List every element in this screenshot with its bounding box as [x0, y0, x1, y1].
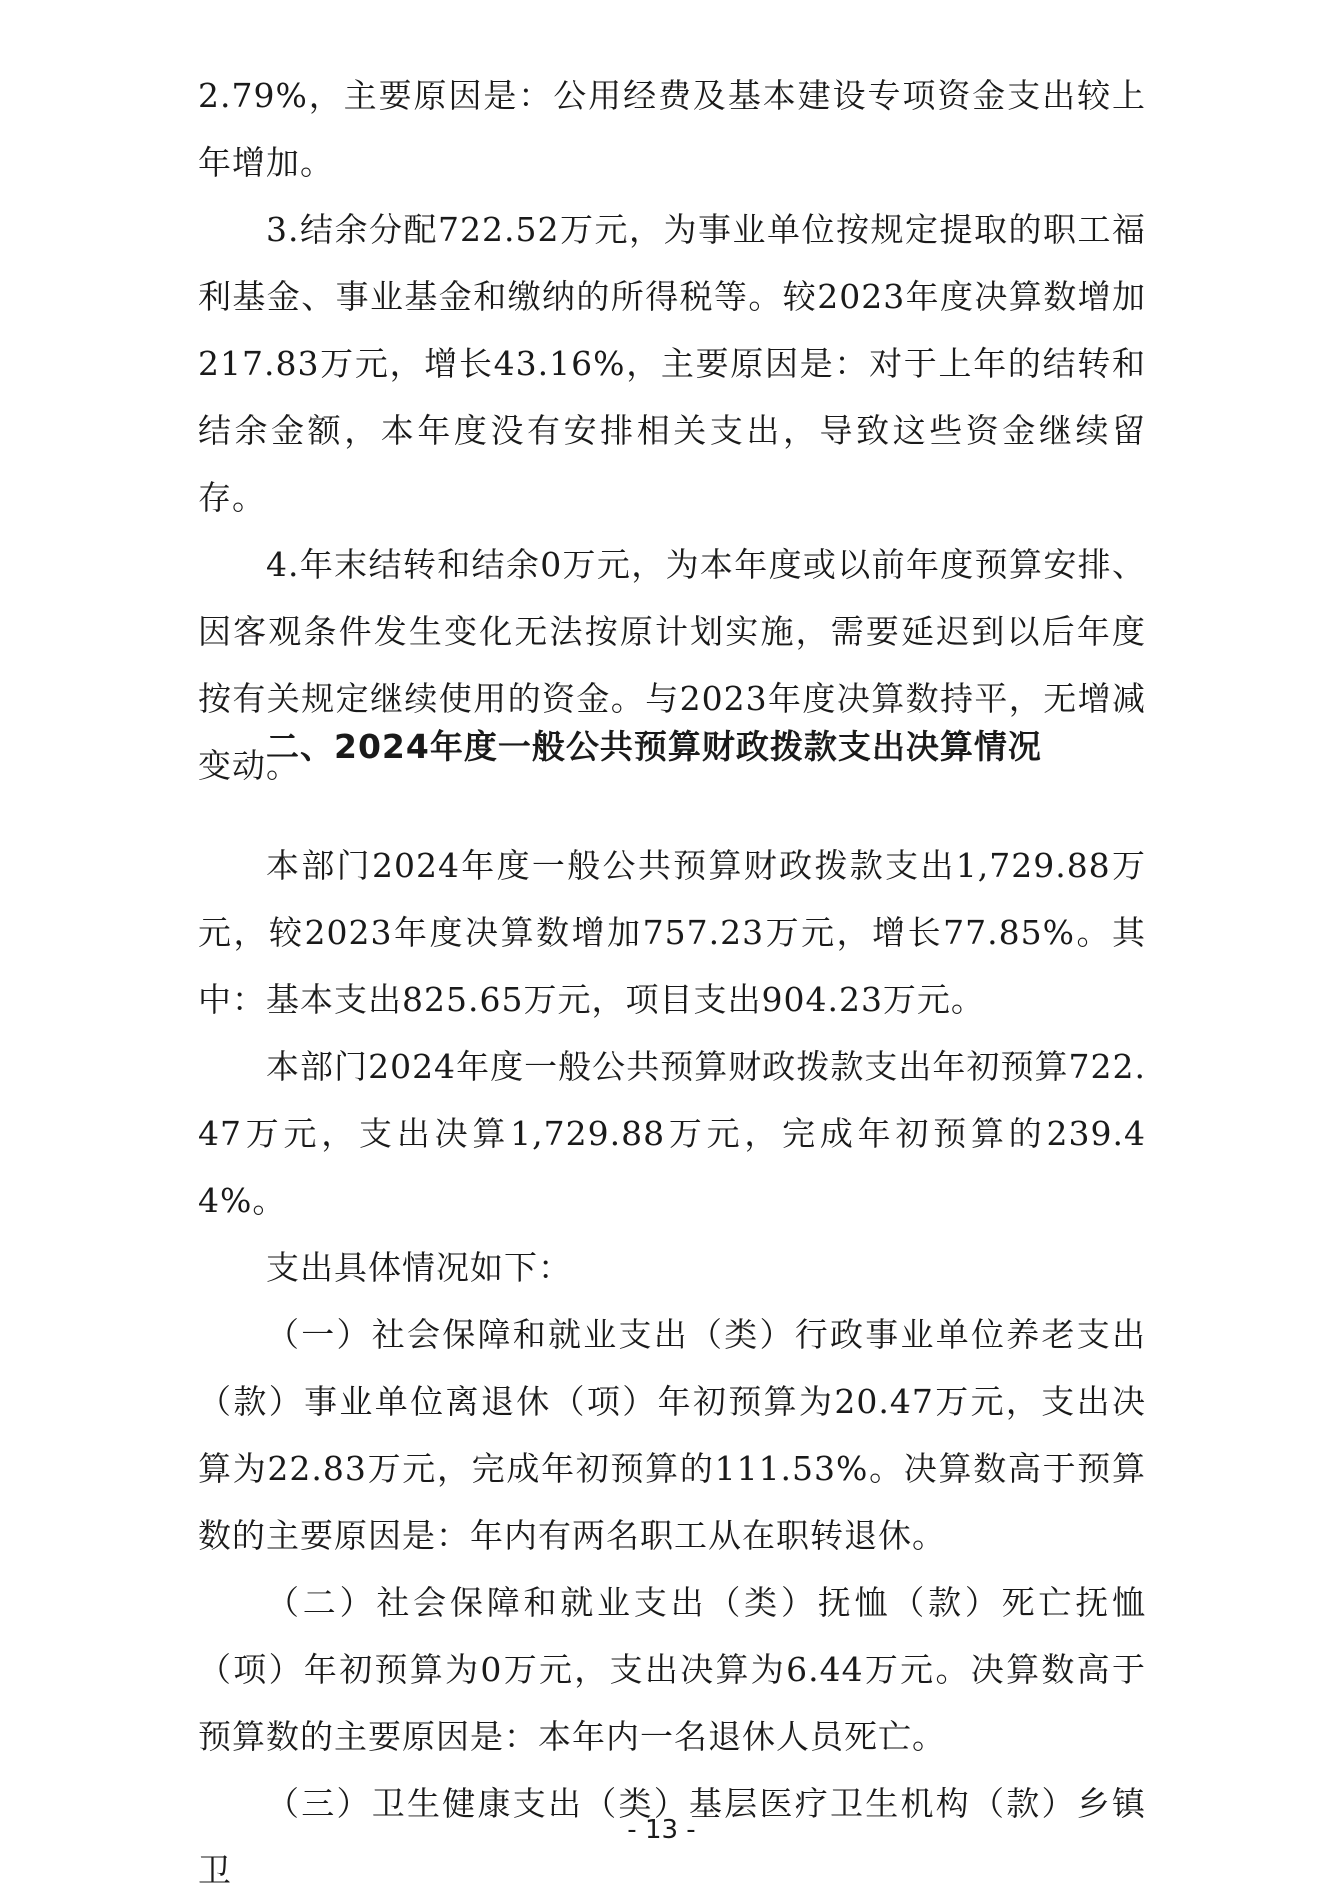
- top-text-section: [198, 62, 1146, 799]
- page-number: - 13 -: [627, 1815, 696, 1845]
- bottom-text-section: [198, 832, 1146, 1904]
- paragraph-item-one: （一）社会保障和就业支出（类）行政事业单位养老支出（款）事业单位离退休（项）年初预算为20.47万元，支出决算为22.83万元，完成年初预算的111.53%。决算数高于预算数的主要原因是：年内有两名职工从在职转退休。: [198, 1315, 1146, 1555]
- paragraph-continuation: 2.79%，主要原因是：公用经费及基本建设专项资金支出较上年增加。: [198, 76, 1146, 182]
- paragraph-details-intro: 支出具体情况如下：: [266, 1248, 572, 1287]
- paragraph-surplus-distribution: 3.结余分配722.52万元，为事业单位按规定提取的职工福利基金、事业基金和缴纳的所得税等。较2023年度决算数增加217.83万元，增长43.16%，主要原因是：对于上年的结转和结余金额，本年度没有安排相关支出，导致这些资金继续留存。: [198, 210, 1146, 517]
- section-heading: 二、2024年度一般公共预算财政拨款支出决算情况: [266, 727, 1042, 766]
- paragraph-item-three: （三）卫生健康支出（类）基层医疗卫生机构（款）乡镇卫: [198, 1784, 1146, 1890]
- paragraph-budget-completion: 本部门2024年度一般公共预算财政拨款支出年初预算722.47万元，支出决算1,729.88万元，完成年初预算的239.44%。: [198, 1047, 1146, 1220]
- paragraph-year-end-carryover: 4.年末结转和结余0万元，为本年度或以前年度预算安排、因客观条件发生变化无法按原计划实施，需要延迟到以后年度按有关规定继续使用的资金。与2023年度决算数持平，无增减变动。: [198, 545, 1146, 785]
- paragraph-item-two: （二）社会保障和就业支出（类）抚恤（款）死亡抚恤（项）年初预算为0万元，支出决算为6.44万元。决算数高于预算数的主要原因是：本年内一名退休人员死亡。: [198, 1583, 1146, 1756]
- paragraph-total-expenditure: 本部门2024年度一般公共预算财政拨款支出1,729.88万元，较2023年度决算数增加757.23万元，增长77.85%。其中：基本支出825.65万元，项目支出904.23万元。: [198, 846, 1146, 1019]
